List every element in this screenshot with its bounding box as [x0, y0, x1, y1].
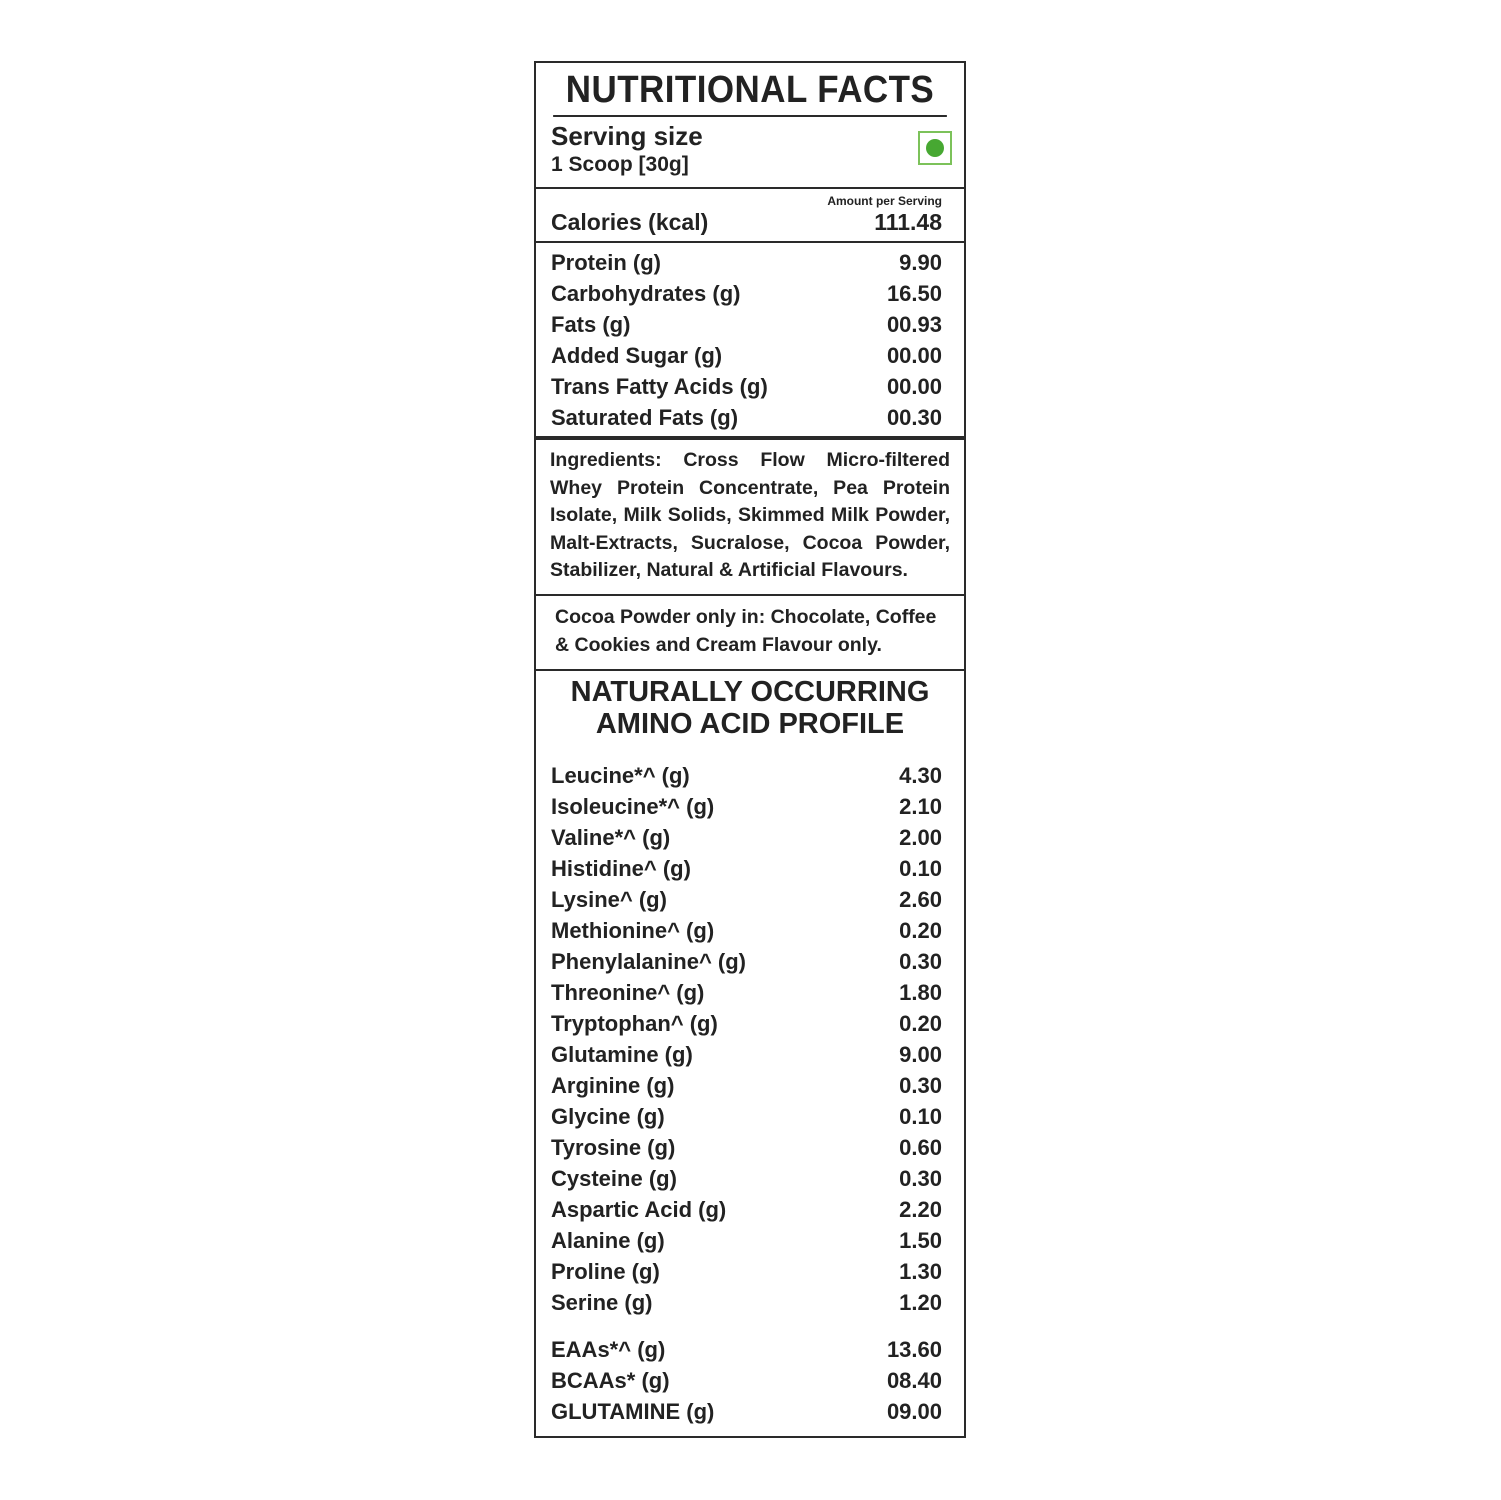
amino-name: Isoleucine*^ (g) [551, 794, 715, 819]
amino-row [551, 915, 942, 946]
amino-total-row [551, 1396, 942, 1427]
veg-dot-icon [926, 139, 944, 157]
amino-row [551, 791, 942, 822]
ingredients-section [536, 440, 964, 596]
amino-total-value: 09.00 [886, 1399, 942, 1424]
nutrient-name: Fats (g) [551, 312, 631, 337]
amino-name: Arginine (g) [551, 1073, 675, 1098]
amino-row [551, 760, 942, 791]
amino-name: Valine*^ (g) [551, 825, 671, 850]
nutrient-row [551, 402, 942, 433]
nutrient-row [551, 309, 942, 340]
amino-row [551, 1163, 942, 1194]
calories-label: Calories (kcal) [551, 209, 709, 235]
amino-value: 1.80 [899, 980, 942, 1005]
amino-row [551, 853, 942, 884]
nutrient-name: Protein (g) [551, 250, 661, 275]
amino-name: Serine (g) [551, 1290, 653, 1315]
cocoa-note-section [536, 596, 964, 671]
amino-name: Threonine^ (g) [551, 980, 705, 1005]
amino-row [551, 1101, 942, 1132]
nutrition-label [534, 61, 966, 1438]
amino-total-name: BCAAs* (g) [551, 1368, 670, 1393]
amino-value: 0.60 [899, 1135, 942, 1160]
amino-name: Tryptophan^ (g) [551, 1011, 718, 1036]
amino-row [551, 1225, 942, 1256]
amino-row [551, 1132, 942, 1163]
amino-acid-section [536, 671, 964, 1436]
amino-row [551, 1256, 942, 1287]
amino-value: 2.60 [899, 887, 942, 912]
amino-value: 0.10 [899, 856, 942, 881]
amino-name: Leucine*^ (g) [551, 763, 690, 788]
nutrient-name: Saturated Fats (g) [551, 405, 739, 430]
nutrient-value: 00.00 [886, 343, 942, 368]
amino-total-value: 08.40 [886, 1368, 942, 1393]
amino-row [551, 977, 942, 1008]
amino-value: 2.20 [899, 1197, 942, 1222]
nutrient-value: 00.00 [886, 374, 942, 399]
amino-name: Aspartic Acid (g) [551, 1197, 727, 1222]
amino-name: Histidine^ (g) [551, 856, 691, 881]
nutrient-value: 00.30 [886, 405, 942, 430]
amino-total-value: 13.60 [886, 1337, 942, 1362]
amino-name: Methionine^ (g) [551, 918, 715, 943]
nutrient-value: 00.93 [886, 312, 942, 337]
amino-name: Glutamine (g) [551, 1042, 693, 1067]
amino-total-row [551, 1334, 942, 1365]
amino-name: Phenylalanine^ (g) [551, 949, 746, 974]
nutrient-row [551, 247, 942, 278]
amino-value: 0.30 [899, 1166, 942, 1191]
amino-name: Glycine (g) [551, 1104, 665, 1129]
veg-symbol-icon [918, 131, 952, 165]
nutrient-row [551, 371, 942, 402]
amino-total-name: GLUTAMINE (g) [551, 1399, 715, 1424]
amino-total-row [551, 1365, 942, 1396]
amino-value: 0.20 [899, 1011, 942, 1036]
amino-value: 1.30 [899, 1259, 942, 1284]
amino-value: 4.30 [899, 763, 942, 788]
serving-size-label: Serving size [551, 121, 703, 151]
amino-row [551, 1008, 942, 1039]
amino-row [551, 1039, 942, 1070]
nutrient-value: 9.90 [899, 250, 942, 275]
nutrient-name: Carbohydrates (g) [551, 281, 741, 306]
amino-name: Proline (g) [551, 1259, 660, 1284]
amino-value: 0.30 [899, 949, 942, 974]
ingredients-text: Ingredients: Cross Flow Micro-filtered Whey Protein Concentrate, Pea Protein Isolate, Milk Solids, Skimmed Milk Powder, Malt-Extracts, Sucralose, Cocoa Powder, Stabilizer, Natural & Artificial Flavours. [550, 449, 950, 582]
serving-size-value: 1 Scoop [30g] [551, 153, 689, 176]
amino-row [551, 1287, 942, 1318]
amino-row [551, 1194, 942, 1225]
calories-section [536, 189, 964, 243]
nutrient-row [551, 278, 942, 309]
amino-heading-line2: AMINO ACID PROFILE [595, 708, 905, 740]
amino-row [551, 946, 942, 977]
amino-name: Lysine^ (g) [551, 887, 667, 912]
amino-value: 1.20 [899, 1290, 942, 1315]
nutrients-section [536, 243, 964, 440]
amino-value: 0.10 [899, 1104, 942, 1129]
amino-heading [536, 676, 964, 740]
nutrient-name: Trans Fatty Acids (g) [551, 374, 768, 399]
amino-heading-line1: NATURALLY OCCURRING [570, 676, 930, 708]
amount-per-serving-header: Amount per Serving [827, 194, 942, 208]
amino-value: 2.10 [899, 794, 942, 819]
calories-value: 111.48 [874, 209, 942, 235]
amino-value: 1.50 [899, 1228, 942, 1253]
amino-value: 9.00 [899, 1042, 942, 1067]
cocoa-note-text: Cocoa Powder only in: Chocolate, Coffee & Cookies and Cream Flavour only. [555, 606, 937, 656]
amino-row [551, 822, 942, 853]
nutrient-row [551, 340, 942, 371]
amino-total-name: EAAs*^ (g) [551, 1337, 666, 1362]
label-title: NUTRITIONAL FACTS [553, 63, 947, 117]
amino-row [551, 884, 942, 915]
amino-row [551, 1070, 942, 1101]
amino-name: Alanine (g) [551, 1228, 665, 1253]
amino-value: 0.30 [899, 1073, 942, 1098]
amino-value: 2.00 [899, 825, 942, 850]
nutrient-value: 16.50 [886, 281, 942, 306]
amino-value: 0.20 [899, 918, 942, 943]
amino-name: Tyrosine (g) [551, 1135, 676, 1160]
nutrient-name: Added Sugar (g) [551, 343, 723, 368]
serving-section [536, 115, 964, 189]
amino-name: Cysteine (g) [551, 1166, 677, 1191]
